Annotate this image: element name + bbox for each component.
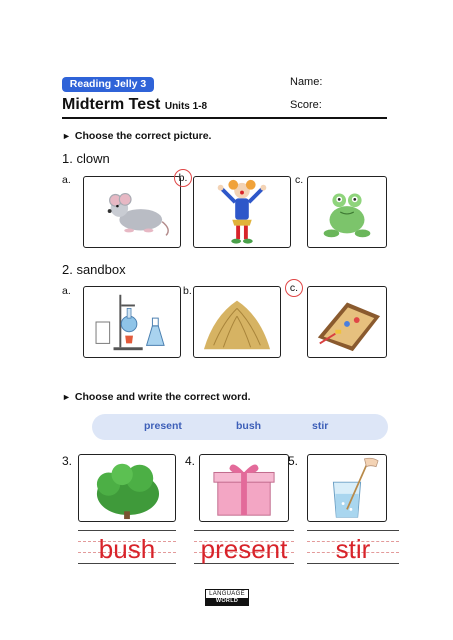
haystack-icon [194, 287, 280, 357]
page-title [62, 96, 207, 114]
stir-icon [308, 455, 386, 521]
title-text: Midterm Test [62, 96, 161, 113]
logo-line-1: LANGUAGE [209, 591, 245, 597]
frog-icon [308, 177, 386, 247]
present-icon [200, 455, 288, 521]
mouse-icon [84, 177, 180, 247]
clown-icon [194, 177, 290, 247]
answer-4[interactable]: present [200, 534, 288, 564]
q2-option-a-label: a. [62, 285, 71, 297]
q1-option-b-picture[interactable] [193, 176, 291, 248]
word-bank-item: stir [312, 420, 329, 432]
instruction-pictures: ► Choose the correct picture. [62, 130, 212, 142]
item-4-number: 4. [185, 454, 196, 468]
q1-option-b-label: b. [174, 169, 192, 187]
writing-line [78, 530, 176, 531]
score-label: Score: [290, 99, 322, 111]
title-units: Units 1-8 [164, 101, 208, 112]
q2-option-a-picture[interactable] [83, 286, 181, 358]
publisher-logo [205, 589, 249, 606]
q2-option-c-picture[interactable] [307, 286, 387, 358]
sandbox-icon [308, 287, 386, 357]
item-3-picture [78, 454, 176, 522]
q1-option-a-picture[interactable] [83, 176, 181, 248]
writing-line [307, 530, 399, 531]
logo-line-2: WORLD [206, 598, 248, 605]
series-badge: Reading Jelly 3 [62, 77, 154, 92]
answer-3[interactable]: bush [98, 534, 156, 564]
item-4-picture [199, 454, 289, 522]
title-divider [62, 117, 387, 119]
question-1-title: 1. clown [62, 151, 110, 166]
arrow-right-icon: ► [62, 131, 71, 141]
instruction-words: ► Choose and write the correct word. [62, 391, 251, 403]
q2-option-b-picture[interactable] [193, 286, 281, 358]
word-bank-item: bush [236, 420, 262, 432]
word-bank-item: present [144, 420, 182, 432]
q1-option-c-picture[interactable] [307, 176, 387, 248]
q2-option-c-label: c. [285, 279, 303, 297]
item-3-number: 3. [62, 454, 73, 468]
answer-5[interactable]: stir [335, 534, 371, 564]
name-label: Name: [290, 76, 323, 88]
item-5-number: 5. [288, 454, 299, 468]
arrow-right-icon: ► [62, 392, 71, 402]
lab-equipment-icon [84, 287, 180, 357]
item-5-picture [307, 454, 387, 522]
q2-option-b-label: b. [183, 285, 192, 297]
bush-icon [79, 455, 175, 521]
question-2-title: 2. sandbox [62, 262, 126, 277]
writing-line [194, 530, 294, 531]
word-bank [92, 414, 388, 440]
q1-option-a-label: a. [62, 174, 71, 186]
q1-option-c-label: c. [295, 174, 304, 186]
